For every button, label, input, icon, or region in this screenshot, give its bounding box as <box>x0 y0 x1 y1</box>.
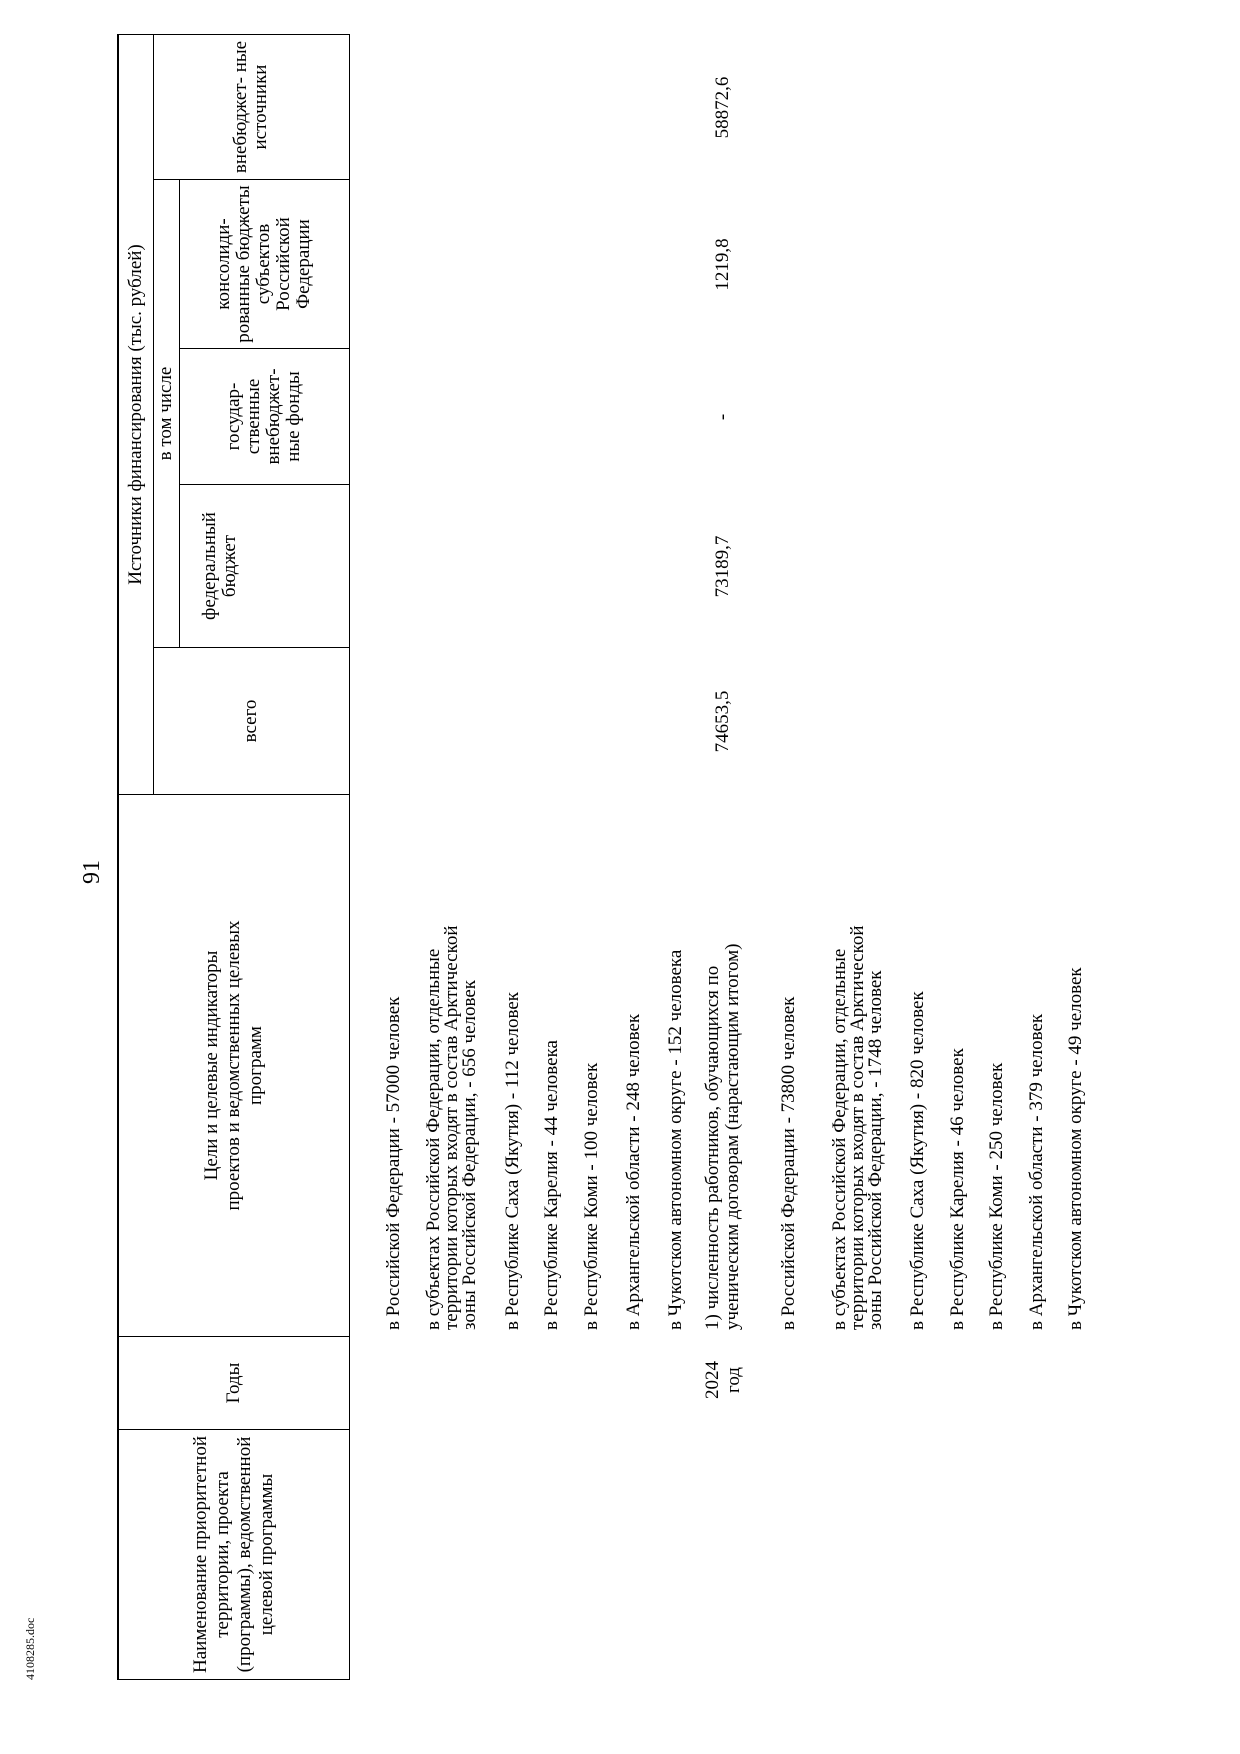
year-suffix: год <box>723 1367 744 1393</box>
list-item: в Республике Саха (Якутия) - 112 человек <box>502 992 523 1330</box>
list-item: в Республике Карелия - 44 человека <box>541 1040 562 1330</box>
page-number: 91 <box>79 860 105 884</box>
header-name: Наименование приоритетной территории, проекта (программы), ведомственной целевой программы <box>118 1430 349 1680</box>
list-item: в Республике Саха (Якутия) - 820 человек <box>907 991 928 1330</box>
header-extra: внебюджет- ные источники <box>153 35 349 180</box>
header-goals: Цели и целевые индикаторы проектов и ведомственных целевых программ <box>118 795 349 1337</box>
list-item: в Архангельской области - 379 человек <box>1026 1013 1047 1330</box>
list-item: в Республике Коми - 100 человек <box>581 1062 602 1330</box>
header-federal: федеральный бюджет <box>179 485 349 648</box>
list-item: в Архангельской области - 248 человек <box>623 1013 644 1330</box>
list-item: в Чукотском автономном округе - 49 человек <box>1065 967 1086 1330</box>
list-item: зоны Российской Федерации, - 656 человек <box>459 979 480 1330</box>
year: 2024 <box>702 1361 723 1399</box>
header-regional: консолиди- рованные бюджеты субъектов Российской Федерации <box>179 180 349 349</box>
list-item: зоны Российской Федерации, - 1748 человек <box>865 970 886 1330</box>
list-item: в Республике Коми - 250 человек <box>986 1062 1007 1330</box>
list-item: 1) численность работников, обучающихся по <box>702 965 723 1330</box>
list-item: в Чукотском автономном округе - 152 человека <box>665 949 686 1330</box>
header-total: всего <box>153 648 349 795</box>
header-state-funds: государ- ственные внебюджет- ные фонды <box>179 349 349 485</box>
header-years: Годы <box>118 1337 349 1430</box>
list-item: ученическим договорам (нарастающим итогом) <box>722 943 743 1330</box>
list-item: территории которых входят в состав Арктической <box>847 925 868 1330</box>
list-item: в субъектах Российской Федерации, отдельные <box>423 948 444 1330</box>
table-header <box>117 34 350 1680</box>
list-item: в Российской Федерации - 57000 человек <box>383 996 404 1330</box>
list-item: территории которых входят в состав Арктической <box>441 925 462 1330</box>
list-item: в Российской Федерации - 73800 человек <box>778 996 799 1330</box>
list-item: в субъектах Российской Федерации, отдельные <box>829 948 850 1330</box>
value-state-funds: - <box>712 413 733 421</box>
list-item: в Республике Карелия - 46 человек <box>947 1048 968 1330</box>
value-total: 74653,5 <box>712 690 733 753</box>
value-extra: 58872,6 <box>712 76 733 139</box>
value-federal: 73189,7 <box>712 535 733 598</box>
value-regional: 1219,8 <box>712 238 733 291</box>
header-including: в том числе <box>153 180 179 648</box>
header-sources: Источники финансирования (тыс. рублей) <box>118 35 153 795</box>
footer-filename: 4108285.doc <box>23 1617 37 1680</box>
